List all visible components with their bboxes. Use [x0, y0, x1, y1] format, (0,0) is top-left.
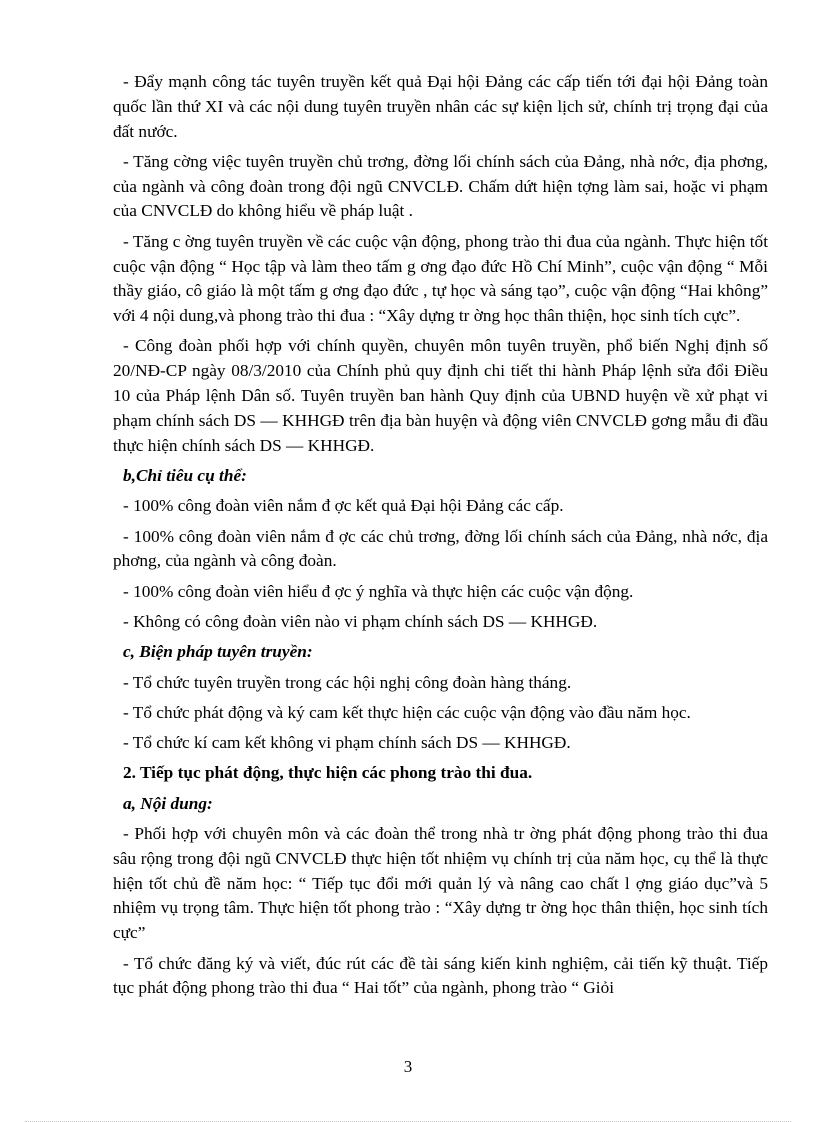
section-heading: 2. Tiếp tục phát động, thực hiện các phong trào thi đua.	[123, 763, 533, 783]
paragraph: - Tăng cờng việc tuyên truyền chủ trơng, đờng lối chính sách của Đảng, nhà nớc, địa phơng, của ngành và công đoàn trong đội ngũ CNVCLĐ. Chấm dứt hiện tợng làm sai, hoặc vi phạm của CNVCLĐ do không hiểu về pháp luật .	[113, 151, 768, 221]
section-heading: a, Nội dung:	[123, 793, 213, 813]
paragraph: - 100% công đoàn viên nắm đ ợc các chủ trơng, đờng lối chính sách của Đảng, nhà nớc, địa phơng, của ngành và công đoàn.	[113, 526, 768, 571]
section-heading: c, Biện pháp tuyên truyền:	[123, 642, 313, 662]
section-heading: b,Chỉ tiêu cụ thể:	[123, 465, 247, 485]
paragraph: - Tổ chức tuyên truyền trong các hội nghị công đoàn hàng tháng.	[123, 672, 572, 692]
paragraph: - Không có công đoàn viên nào vi phạm chính sách DS — KHHGĐ.	[123, 611, 598, 631]
paragraph: - Tổ chức phát động và ký cam kết thực hiện các cuộc vận động vào đầu năm học.	[123, 702, 691, 722]
paragraph: - Công đoàn phối hợp với chính quyền, chuyên môn tuyên truyền, phổ biến Nghị định số 20/NĐ-CP ngày 08/3/2010 của Chính phủ quy định chi tiết thi hành Pháp lệnh sửa đổi Điều 10 của Pháp lệnh Dân số. Tuyên truyền ban hành Quy định của UBND huyện về xử phạt vi phạm chính sách DS — KHHGĐ trên địa bàn huyện và động viên CNVCLĐ gơng mẫu đi đầu thực hiện chính sách DS — KHHGĐ.	[113, 336, 768, 455]
paragraph: - Tổ chức đăng ký và viết, đúc rút các đề tài sáng kiến kinh nghiệm, cải tiến kỹ thuật. Tiếp tục phát động phong trào thi đua “ Hai tốt” của ngành, phong trào “ Giỏi	[113, 953, 768, 998]
document-body	[113, 70, 768, 1007]
page-bottom-divider	[25, 1121, 791, 1122]
paragraph: - Tăng c ờng tuyên truyền về các cuộc vận động, phong trào thi đua của ngành. Thực hiện tốt cuộc vận động “ Học tập và làm theo tấm g ơng đạo đức Hồ Chí Minh”, cuộc vận động “ Mỗi thầy giáo, cô giáo là một tấm g ơng đạo đức , tự học và sáng tạo”, cuộc vận động “Hai không” với 4 nội dung,và phong trào thi đua : “Xây dựng tr ờng học thân thiện, học sinh tích cực”.	[113, 231, 768, 326]
paragraph: - 100% công đoàn viên hiểu đ ợc ý nghĩa và thực hiện các cuộc vận động.	[123, 581, 634, 601]
paragraph: - Phối hợp với chuyên môn và các đoàn thể trong nhà tr ờng phát động phong trào thi đua sâu rộng trong đội ngũ CNVCLĐ thực hiện tốt nhiệm vụ chính trị của năm học, cụ thể là thực hiện tốt chủ đề năm học: “ Tiếp tục đổi mới quản lý và nâng cao chất l ợng giáo dục”và 5 nhiệm vụ trọng tâm. Thực hiện tốt phong trào : “Xây dựng tr ờng học thân thiện, học sinh tích cực”	[113, 824, 768, 943]
page-number: 3	[403, 1057, 413, 1076]
paragraph: - Đẩy mạnh công tác tuyên truyền kết quả Đại hội Đảng các cấp tiến tới đại hội Đảng toàn quốc lần thứ XI và các nội dung tuyên truyền nhân các sự kiện lịch sử, chính trị trọng đại của đất nước.	[113, 72, 768, 141]
paragraph: - Tổ chức kí cam kết không vi phạm chính sách DS — KHHGĐ.	[123, 733, 571, 753]
paragraph: - 100% công đoàn viên nắm đ ợc kết quả Đại hội Đảng các cấp.	[123, 496, 564, 516]
